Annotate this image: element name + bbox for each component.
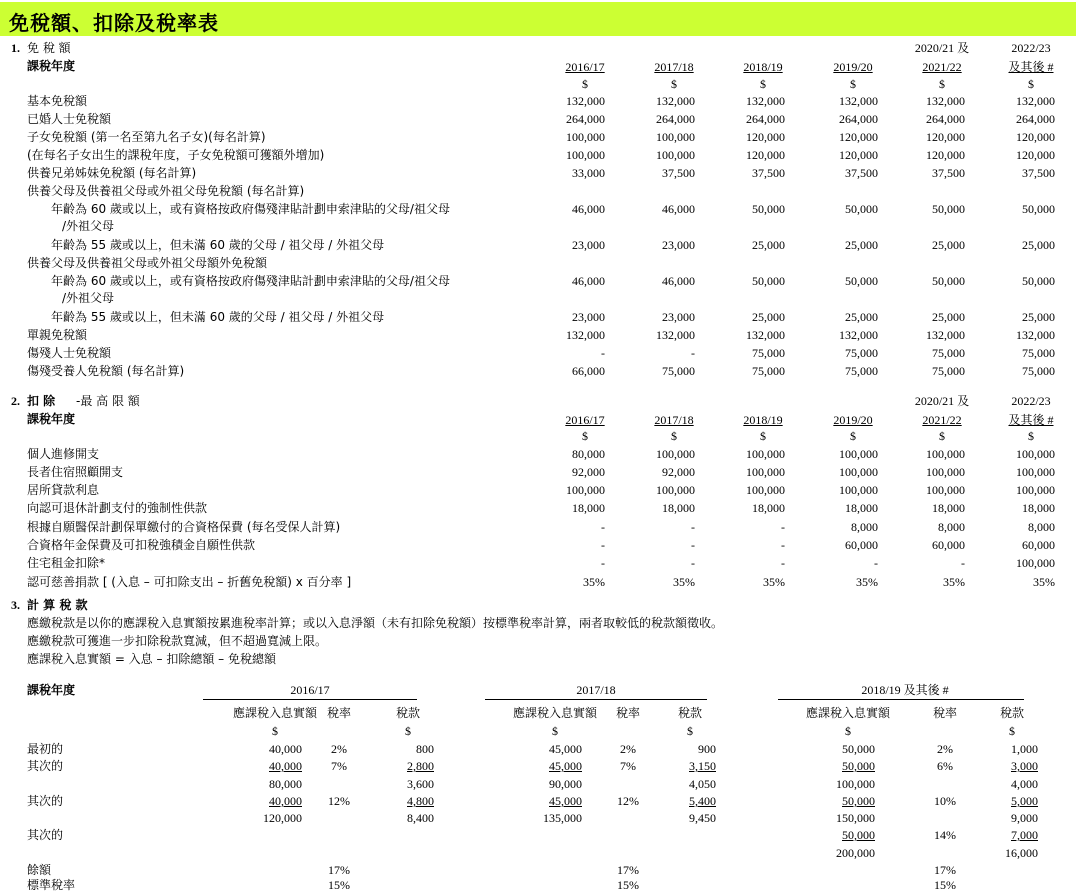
allowance-value: 37,500: [662, 166, 695, 180]
taxable-income: 50,000: [842, 759, 875, 773]
year-header-top: 2020/21 及: [914, 394, 970, 408]
tax-rate: 10%: [934, 794, 956, 808]
allowance-label: 年齡為 55 歲或以上，但未滿 60 歲的父母 / 祖父母 / 外祖父母: [51, 310, 385, 324]
currency-symbol: $: [582, 77, 588, 91]
allowance-value: 23,000: [572, 238, 605, 252]
tax-amount: 800: [416, 742, 434, 756]
deduction-value: -: [691, 538, 695, 552]
tax-amount: 2,800: [407, 759, 434, 773]
taxable-income: 200,000: [836, 846, 875, 860]
deduction-value: 18,000: [932, 501, 965, 515]
allowance-label: 基本免稅額: [27, 94, 88, 108]
allowance-value: 25,000: [932, 310, 965, 324]
deduction-value: 8,000: [938, 520, 965, 534]
tax-amount: 3,150: [689, 759, 716, 773]
section-heading: 計 算 稅 款: [27, 598, 88, 612]
allowance-value: 100,000: [566, 130, 605, 144]
deduction-value: -: [874, 556, 878, 570]
allowance-value: 75,000: [662, 364, 695, 378]
group-rule: [485, 699, 707, 700]
allowance-value: 25,000: [1022, 238, 1055, 252]
allowance-value: 120,000: [926, 130, 965, 144]
bracket-label: 餘額: [27, 863, 52, 877]
title-banner: [0, 2, 1076, 36]
allowance-value: 33,000: [572, 166, 605, 180]
section-heading: 扣 除: [27, 394, 56, 408]
taxable-income: 40,000: [269, 759, 302, 773]
allowance-value: 46,000: [662, 274, 695, 288]
allowance-value: 132,000: [839, 94, 878, 108]
currency-symbol: $: [939, 77, 945, 91]
currency-symbol: $: [552, 724, 558, 738]
year-header-top: 2022/23: [1011, 41, 1051, 55]
allowance-label-cont: /外祖父母: [62, 291, 115, 305]
currency-symbol: $: [582, 429, 588, 443]
allowance-value: 264,000: [839, 112, 878, 126]
tax-amount: 16,000: [1005, 846, 1038, 860]
year-header: 2021/22: [922, 60, 962, 74]
deduction-value: 35%: [673, 575, 695, 589]
allowance-value: 50,000: [845, 202, 878, 216]
allowance-value: 132,000: [926, 94, 965, 108]
tax-rate: 7%: [331, 759, 347, 773]
taxable-income: 120,000: [263, 811, 302, 825]
allowance-value: 132,000: [656, 328, 695, 342]
deduction-label: 合資格年金保費及可扣稅強積金自願性供款: [27, 538, 256, 552]
year-header-top: 2020/21 及: [914, 41, 970, 55]
deduction-value: -: [781, 520, 785, 534]
calculation-note: 應課稅入息實額 = 入息 – 扣除總額 – 免稅總額: [27, 652, 276, 666]
column-header: 應課稅入息實額: [805, 706, 890, 720]
deduction-value: -: [601, 556, 605, 570]
deduction-label: 住宅租金扣除*: [27, 556, 106, 570]
allowance-value: 23,000: [662, 238, 695, 252]
currency-symbol: $: [687, 724, 693, 738]
allowance-value: 264,000: [926, 112, 965, 126]
deduction-value: 100,000: [746, 447, 785, 461]
tax-amount: 5,400: [689, 794, 716, 808]
currency-symbol: $: [850, 429, 856, 443]
allowance-value: 75,000: [752, 346, 785, 360]
section-number: 1.: [11, 41, 20, 55]
deduction-value: 35%: [583, 575, 605, 589]
allowance-value: 25,000: [752, 310, 785, 324]
allowance-value: 23,000: [662, 310, 695, 324]
allowance-value: 50,000: [1022, 274, 1055, 288]
allowance-value: 25,000: [932, 238, 965, 252]
column-header: 稅款: [395, 706, 420, 720]
column-header: 稅率: [326, 706, 351, 720]
taxable-income: 135,000: [543, 811, 582, 825]
taxable-income: 150,000: [836, 811, 875, 825]
deduction-value: 8,000: [1028, 520, 1055, 534]
year-header: 2017/18: [654, 60, 694, 74]
deduction-value: 100,000: [566, 483, 605, 497]
deduction-value: 35%: [856, 575, 878, 589]
allowance-value: 25,000: [1022, 310, 1055, 324]
tax-amount: 4,800: [407, 794, 434, 808]
deduction-value: 100,000: [1016, 556, 1055, 570]
column-header: 稅款: [999, 706, 1024, 720]
allowance-value: 66,000: [572, 364, 605, 378]
taxable-income: 50,000: [842, 794, 875, 808]
year-label: 課稅年度: [27, 683, 76, 697]
allowance-value: 100,000: [656, 148, 695, 162]
group-rule: [203, 699, 417, 700]
currency-symbol: $: [1009, 724, 1015, 738]
allowance-value: -: [601, 346, 605, 360]
column-header: 稅率: [932, 706, 957, 720]
deduction-value: 100,000: [1016, 465, 1055, 479]
allowance-value: 120,000: [746, 130, 785, 144]
allowance-value: 50,000: [752, 202, 785, 216]
year-header: 2016/17: [565, 413, 605, 427]
year-header: 2021/22: [922, 413, 962, 427]
tax-rate: 15%: [617, 878, 639, 892]
bracket-label: 其次的: [27, 794, 64, 808]
allowance-value: 132,000: [746, 94, 785, 108]
taxable-income: 100,000: [836, 777, 875, 791]
currency-symbol: $: [671, 429, 677, 443]
deduction-value: 8,000: [851, 520, 878, 534]
tax-rate: 17%: [328, 863, 350, 877]
deduction-value: 100,000: [746, 483, 785, 497]
allowance-value: 23,000: [572, 310, 605, 324]
allowance-value: 264,000: [1016, 112, 1055, 126]
deduction-value: 100,000: [839, 483, 878, 497]
taxable-income: 80,000: [269, 777, 302, 791]
deduction-value: 92,000: [662, 465, 695, 479]
year-header: 2019/20: [833, 60, 873, 74]
deduction-label: 向認可退休計劃支付的強制性供款: [27, 501, 208, 515]
year-header: 2018/19: [743, 413, 783, 427]
tax-rate: 2%: [620, 742, 636, 756]
allowance-value: 37,500: [932, 166, 965, 180]
tax-rate: 17%: [617, 863, 639, 877]
tax-rate: 15%: [934, 878, 956, 892]
deduction-value: -: [961, 556, 965, 570]
year-header: 2019/20: [833, 413, 873, 427]
taxable-income: 45,000: [549, 759, 582, 773]
allowance-label-cont: /外祖父母: [62, 219, 115, 233]
allowance-value: 75,000: [932, 346, 965, 360]
bracket-label: 標準稅率: [27, 878, 76, 892]
deduction-value: 60,000: [845, 538, 878, 552]
deduction-value: 100,000: [656, 447, 695, 461]
column-header: 稅率: [615, 706, 640, 720]
column-header: 應課稅入息實額: [232, 706, 317, 720]
allowance-value: 132,000: [926, 328, 965, 342]
currency-symbol: $: [939, 429, 945, 443]
deduction-value: 60,000: [932, 538, 965, 552]
allowance-label: 供養兄弟姊妹免稅額 (每名計算): [27, 166, 197, 180]
deduction-value: 100,000: [926, 465, 965, 479]
tax-amount: 900: [698, 742, 716, 756]
allowance-value: 132,000: [1016, 94, 1055, 108]
tax-amount: 4,050: [689, 777, 716, 791]
allowance-label: 供養父母及供養祖父母或外祖父母免稅額 (每名計算): [27, 184, 305, 198]
taxable-income: 40,000: [269, 794, 302, 808]
bracket-label: 其次的: [27, 759, 64, 773]
taxable-income: 40,000: [269, 742, 302, 756]
allowance-value: 50,000: [932, 274, 965, 288]
allowance-value: 50,000: [1022, 202, 1055, 216]
group-rule: [778, 699, 1024, 700]
tax-rate: 6%: [937, 759, 953, 773]
allowance-value: 120,000: [1016, 148, 1055, 162]
year-header: 2018/19: [743, 60, 783, 74]
allowance-value: 264,000: [656, 112, 695, 126]
allowance-value: 46,000: [572, 202, 605, 216]
allowance-value: 75,000: [752, 364, 785, 378]
deduction-label: 居所貸款利息: [27, 483, 100, 497]
allowance-value: 120,000: [926, 148, 965, 162]
deduction-label: 長者住宿照顧開支: [27, 465, 124, 479]
allowance-value: 50,000: [752, 274, 785, 288]
year-header: 及其後 #: [1008, 413, 1054, 427]
allowance-value: 75,000: [845, 364, 878, 378]
deduction-value: 35%: [1033, 575, 1055, 589]
taxable-income: 90,000: [549, 777, 582, 791]
year-header: 2017/18: [654, 413, 694, 427]
allowance-value: 100,000: [656, 130, 695, 144]
tax-amount: 9,450: [689, 811, 716, 825]
tax-rate: 14%: [934, 828, 956, 842]
currency-symbol: $: [760, 429, 766, 443]
tax-rate: 17%: [934, 863, 956, 877]
tax-rate: 7%: [620, 759, 636, 773]
deduction-value: 100,000: [926, 483, 965, 497]
allowance-value: 264,000: [746, 112, 785, 126]
tax-rate: 2%: [937, 742, 953, 756]
tax-amount: 7,000: [1011, 828, 1038, 842]
page-title: 免稅額、扣除及稅率表: [9, 11, 219, 35]
allowance-label: 年齡為 60 歲或以上，或有資格按政府傷殘津貼計劃申索津貼的父母/祖父母: [51, 274, 450, 288]
allowance-value: 75,000: [845, 346, 878, 360]
currency-symbol: $: [1028, 429, 1034, 443]
allowance-value: -: [691, 346, 695, 360]
bracket-label: 最初的: [27, 742, 64, 756]
calculation-note: 應繳稅款可獲進一步扣除稅款寬減，但不超過寬減上限。: [27, 634, 328, 648]
allowance-value: 50,000: [932, 202, 965, 216]
allowance-value: 75,000: [1022, 364, 1055, 378]
allowance-value: 120,000: [839, 130, 878, 144]
allowance-value: 25,000: [845, 238, 878, 252]
currency-symbol: $: [272, 724, 278, 738]
deduction-value: 60,000: [1022, 538, 1055, 552]
group-year: 2017/18: [576, 683, 616, 697]
deduction-value: 18,000: [662, 501, 695, 515]
deduction-value: 35%: [943, 575, 965, 589]
deduction-value: 100,000: [1016, 483, 1055, 497]
deduction-value: 35%: [763, 575, 785, 589]
tax-amount: 4,000: [1011, 777, 1038, 791]
deduction-value: 18,000: [572, 501, 605, 515]
taxable-income: 45,000: [549, 742, 582, 756]
deduction-value: 100,000: [1016, 447, 1055, 461]
deduction-label: 個人進修開支: [27, 447, 100, 461]
allowance-value: 46,000: [572, 274, 605, 288]
allowance-value: 46,000: [662, 202, 695, 216]
allowance-label: 傷殘受養人免稅額 (每名計算): [27, 364, 185, 378]
tax-amount: 3,600: [407, 777, 434, 791]
tax-amount: 9,000: [1011, 811, 1038, 825]
allowance-label: 年齡為 55 歲或以上，但未滿 60 歲的父母 / 祖父母 / 外祖父母: [51, 238, 385, 252]
allowance-label: 已婚人士免稅額: [27, 112, 112, 126]
allowance-label: 傷殘人士免稅額: [27, 346, 112, 360]
deduction-value: -: [691, 520, 695, 534]
allowance-value: 37,500: [845, 166, 878, 180]
section-number: 2.: [11, 394, 20, 408]
allowance-value: 37,500: [1022, 166, 1055, 180]
currency-symbol: $: [845, 724, 851, 738]
year-label: 課稅年度: [27, 59, 76, 73]
tax-amount: 5,000: [1011, 794, 1038, 808]
year-header-top: 2022/23: [1011, 394, 1051, 408]
currency-symbol: $: [671, 77, 677, 91]
tax-rate: 12%: [617, 794, 639, 808]
currency-symbol: $: [850, 77, 856, 91]
allowance-value: 132,000: [566, 94, 605, 108]
deduction-value: 18,000: [1022, 501, 1055, 515]
allowance-value: 100,000: [566, 148, 605, 162]
tax-rate: 2%: [331, 742, 347, 756]
allowance-value: 120,000: [1016, 130, 1055, 144]
taxable-income: 50,000: [842, 742, 875, 756]
tax-amount: 8,400: [407, 811, 434, 825]
allowance-label: (在每名子女出生的課稅年度，子女免稅額可獲額外增加): [27, 148, 325, 162]
allowance-value: 25,000: [845, 310, 878, 324]
taxable-income: 45,000: [549, 794, 582, 808]
allowance-value: 132,000: [656, 94, 695, 108]
deduction-value: -: [601, 538, 605, 552]
deduction-value: 100,000: [656, 483, 695, 497]
year-header: 及其後 #: [1008, 60, 1054, 74]
year-label: 課稅年度: [27, 412, 76, 426]
allowance-value: 264,000: [566, 112, 605, 126]
deduction-label: 根據自願醫保計劃保單繳付的合資格保費 (每名受保人計算): [27, 520, 341, 534]
deduction-value: -: [781, 538, 785, 552]
deduction-value: 100,000: [839, 465, 878, 479]
allowance-value: 75,000: [932, 364, 965, 378]
deduction-value: 80,000: [572, 447, 605, 461]
section-subheading: -最 高 限 額: [76, 394, 140, 408]
currency-symbol: $: [760, 77, 766, 91]
allowance-value: 50,000: [845, 274, 878, 288]
deduction-value: -: [781, 556, 785, 570]
group-year: 2016/17: [290, 683, 330, 697]
deduction-value: -: [601, 520, 605, 534]
column-header: 稅款: [677, 706, 702, 720]
deduction-value: -: [691, 556, 695, 570]
allowance-value: 132,000: [839, 328, 878, 342]
taxable-income: 50,000: [842, 828, 875, 842]
deduction-value: 92,000: [572, 465, 605, 479]
deduction-value: 18,000: [845, 501, 878, 515]
group-year: 2018/19 及其後 #: [861, 683, 949, 697]
tax-rate: 12%: [328, 794, 350, 808]
deduction-value: 18,000: [752, 501, 785, 515]
allowance-value: 120,000: [839, 148, 878, 162]
deduction-value: 100,000: [926, 447, 965, 461]
allowance-label: 子女免稅額 (第一名至第九名子女)(每名計算): [27, 130, 266, 144]
allowance-value: 132,000: [1016, 328, 1055, 342]
calculation-note: 應繳稅款是以你的應課稅入息實額按累進稅率計算；或以入息淨額（未有扣除免稅額）按標準稅率計算，兩者取較低的稅款額徵收。: [27, 616, 724, 630]
allowance-label: 供養父母及供養祖父母或外祖父母額外免稅額: [27, 256, 268, 270]
deduction-value: 100,000: [746, 465, 785, 479]
allowance-value: 75,000: [1022, 346, 1055, 360]
allowance-value: 132,000: [566, 328, 605, 342]
tax-amount: 1,000: [1011, 742, 1038, 756]
bracket-label: 其次的: [27, 828, 64, 842]
currency-symbol: $: [1028, 77, 1034, 91]
year-header: 2016/17: [565, 60, 605, 74]
allowance-label: 年齡為 60 歲或以上，或有資格按政府傷殘津貼計劃申索津貼的父母/祖父母: [51, 202, 450, 216]
tax-rate: 15%: [328, 878, 350, 892]
allowance-value: 120,000: [746, 148, 785, 162]
allowance-value: 25,000: [752, 238, 785, 252]
allowance-value: 37,500: [752, 166, 785, 180]
section-number: 3.: [11, 598, 20, 612]
allowance-label: 單親免稅額: [27, 328, 88, 342]
allowance-value: 132,000: [746, 328, 785, 342]
deduction-label: 認可慈善捐款 [ (入息 – 可扣除支出 – 折舊免稅額) x 百分率 ]: [27, 575, 352, 589]
deduction-value: 100,000: [839, 447, 878, 461]
section-heading: 免 稅 額: [27, 41, 71, 55]
column-header: 應課稅入息實額: [512, 706, 597, 720]
tax-amount: 3,000: [1011, 759, 1038, 773]
currency-symbol: $: [405, 724, 411, 738]
